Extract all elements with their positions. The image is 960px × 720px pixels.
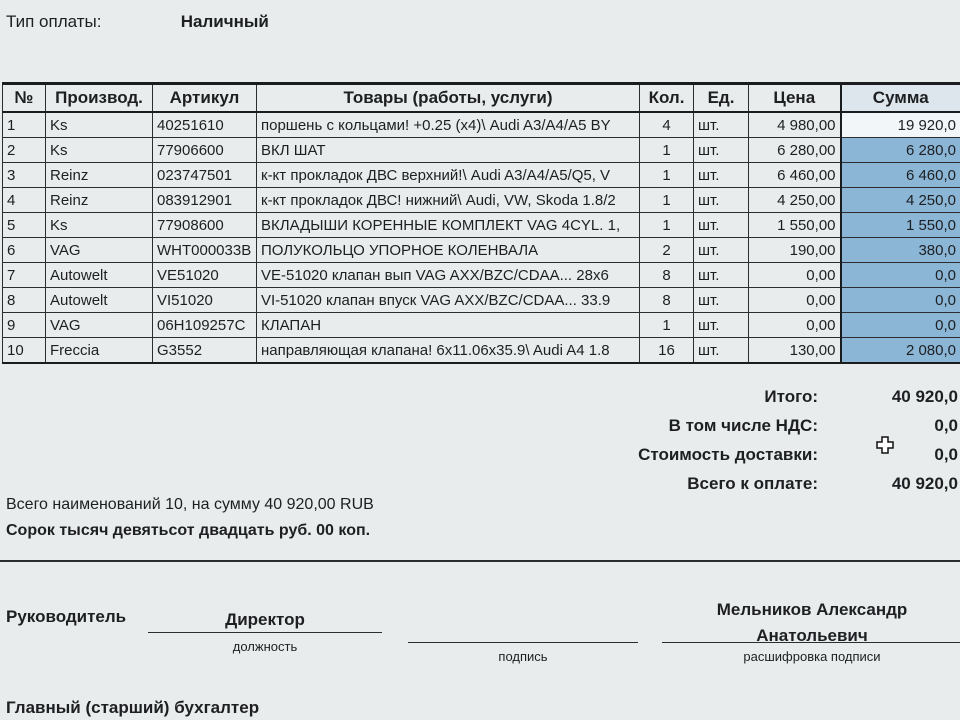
- row-number: 2: [3, 138, 46, 163]
- table-row[interactable]: [3, 163, 960, 188]
- vat-value: 0,0: [934, 415, 958, 435]
- row-unit: шт.: [694, 213, 749, 238]
- signature-position-value: Директор: [225, 610, 305, 629]
- row-article: 06H109257C: [153, 313, 257, 338]
- row-sum: 2 080,0: [841, 338, 960, 364]
- row-maker: Autowelt: [46, 288, 153, 313]
- crosshair-plus-cursor-icon: [876, 436, 894, 454]
- section-divider: [0, 560, 960, 562]
- invoice-table: [2, 82, 960, 364]
- header-goods: Товары (работы, услуги): [257, 84, 640, 113]
- row-maker: Reinz: [46, 188, 153, 213]
- signature-name-line1: Мельников Александр: [716, 600, 908, 619]
- row-maker: Reinz: [46, 163, 153, 188]
- vat-label: В том числе НДС:: [668, 415, 818, 435]
- itogo-value: 40 920,0: [891, 386, 958, 406]
- row-article: WHT000033B: [153, 238, 257, 263]
- table-row[interactable]: [3, 213, 960, 238]
- row-qty: 1: [640, 213, 694, 238]
- table-header-row: [3, 84, 960, 113]
- row-article: 083912901: [153, 188, 257, 213]
- row-price: 6 280,00: [749, 138, 841, 163]
- totals-total-row: [438, 469, 958, 498]
- row-maker: Ks: [46, 112, 153, 138]
- delivery-value: 0,0: [934, 444, 958, 464]
- row-number: 4: [3, 188, 46, 213]
- row-price: 6 460,00: [749, 163, 841, 188]
- row-qty: 8: [640, 288, 694, 313]
- row-number: 5: [3, 213, 46, 238]
- table-row[interactable]: [3, 188, 960, 213]
- header-number: №: [3, 84, 46, 113]
- row-qty: 1: [640, 188, 694, 213]
- row-maker: VAG: [46, 238, 153, 263]
- row-goods-name: VI-51020 клапан впуск VAG AXX/BZC/CDAA... 33.9: [257, 288, 640, 313]
- row-qty: 4: [640, 112, 694, 138]
- signature-name-line2: Анатольевич: [756, 626, 868, 645]
- chief-accountant-label: Главный (старший) бухгалтер: [6, 698, 260, 717]
- row-maker: Autowelt: [46, 263, 153, 288]
- row-unit: шт.: [694, 188, 749, 213]
- row-unit: шт.: [694, 338, 749, 364]
- table-row[interactable]: [3, 338, 960, 364]
- table-row[interactable]: [3, 263, 960, 288]
- row-unit: шт.: [694, 263, 749, 288]
- total-label: Всего к оплате:: [687, 473, 818, 493]
- table-row[interactable]: [3, 313, 960, 338]
- row-number: 7: [3, 263, 46, 288]
- invoice-table-body: [3, 112, 960, 363]
- signature-position-line: [148, 632, 382, 633]
- table-row[interactable]: [3, 288, 960, 313]
- delivery-label: Стоимость доставки:: [638, 444, 818, 464]
- row-goods-name: VE-51020 клапан вып VAG AXX/BZC/CDAA... 28x6: [257, 263, 640, 288]
- row-sum: 19 920,0: [841, 112, 960, 138]
- row-unit: шт.: [694, 138, 749, 163]
- summary-block: [6, 496, 374, 540]
- header-qty: Кол.: [640, 84, 694, 113]
- row-unit: шт.: [694, 112, 749, 138]
- row-sum: 6 280,0: [841, 138, 960, 163]
- row-price: 1 550,00: [749, 213, 841, 238]
- signature-position-field: [148, 610, 382, 654]
- row-number: 10: [3, 338, 46, 364]
- row-article: 77908600: [153, 213, 257, 238]
- row-goods-name: ВКЛ ШАТ: [257, 138, 640, 163]
- row-article: 023747501: [153, 163, 257, 188]
- row-qty: 1: [640, 163, 694, 188]
- row-price: 4 980,00: [749, 112, 841, 138]
- row-number: 8: [3, 288, 46, 313]
- summary-count-line: Всего наименований 10, на сумму 40 920,00 RUB: [6, 496, 374, 513]
- row-unit: шт.: [694, 163, 749, 188]
- row-number: 6: [3, 238, 46, 263]
- row-article: 77906600: [153, 138, 257, 163]
- row-price: 190,00: [749, 238, 841, 263]
- table-row[interactable]: [3, 138, 960, 163]
- signature-sign-caption: подпись: [498, 649, 548, 664]
- row-unit: шт.: [694, 238, 749, 263]
- row-sum: 1 550,0: [841, 213, 960, 238]
- payment-type-row: [6, 12, 269, 32]
- row-qty: 8: [640, 263, 694, 288]
- itogo-label: Итого:: [764, 386, 818, 406]
- row-qty: 1: [640, 313, 694, 338]
- row-number: 1: [3, 112, 46, 138]
- payment-type-label: Тип оплаты:: [6, 12, 102, 31]
- signature-sign-field: [408, 620, 638, 664]
- total-value: 40 920,0: [891, 473, 958, 493]
- table-row[interactable]: [3, 112, 960, 138]
- header-sum: Сумма: [841, 84, 960, 113]
- row-sum: 380,0: [841, 238, 960, 263]
- row-qty: 1: [640, 138, 694, 163]
- signature-sign-line: [408, 642, 638, 643]
- row-goods-name: направляющая клапана! 6x11.06x35.9\ Audi A4 1.8: [257, 338, 640, 364]
- row-number: 9: [3, 313, 46, 338]
- row-price: 0,00: [749, 263, 841, 288]
- row-goods-name: КЛАПАН: [257, 313, 640, 338]
- row-sum: 6 460,0: [841, 163, 960, 188]
- row-maker: Ks: [46, 138, 153, 163]
- row-price: 0,00: [749, 288, 841, 313]
- row-goods-name: к-кт прокладок ДВС! нижний\ Audi, VW, Skoda 1.8/2: [257, 188, 640, 213]
- row-maker: VAG: [46, 313, 153, 338]
- header-article: Артикул: [153, 84, 257, 113]
- row-sum: 0,0: [841, 288, 960, 313]
- row-sum: 0,0: [841, 313, 960, 338]
- row-article: G3552: [153, 338, 257, 364]
- row-goods-name: к-кт прокладок ДВС верхний!\ Audi A3/A4/A5/Q5, V: [257, 163, 640, 188]
- signature-position-caption: должность: [232, 639, 298, 654]
- row-unit: шт.: [694, 313, 749, 338]
- row-number: 3: [3, 163, 46, 188]
- header-maker: Производ.: [46, 84, 153, 113]
- row-price: 4 250,00: [749, 188, 841, 213]
- row-sum: 4 250,0: [841, 188, 960, 213]
- row-price: 130,00: [749, 338, 841, 364]
- row-sum: 0,0: [841, 263, 960, 288]
- row-article: VI51020: [153, 288, 257, 313]
- summary-amount-words: Сорок тысяч девятьсот двадцать руб. 00 коп.: [6, 522, 371, 539]
- header-price: Цена: [749, 84, 841, 113]
- row-goods-name: ПОЛУКОЛЬЦО УПОРНОЕ КОЛЕНВАЛА: [257, 238, 640, 263]
- row-goods-name: ВКЛАДЫШИ КОРЕННЫЕ КОМПЛЕКТ VAG 4CYL. 1,: [257, 213, 640, 238]
- row-article: 40251610: [153, 112, 257, 138]
- row-qty: 2: [640, 238, 694, 263]
- row-maker: Freccia: [46, 338, 153, 364]
- totals-itogo-row: [438, 382, 958, 411]
- header-unit: Ед.: [694, 84, 749, 113]
- row-article: VE51020: [153, 263, 257, 288]
- row-qty: 16: [640, 338, 694, 364]
- row-price: 0,00: [749, 313, 841, 338]
- signature-name-caption: расшифровка подписи: [743, 649, 881, 664]
- payment-type-value: Наличный: [180, 12, 269, 31]
- signature-role-label: Руководитель: [6, 607, 127, 626]
- row-maker: Ks: [46, 213, 153, 238]
- row-unit: шт.: [694, 288, 749, 313]
- row-goods-name: поршень с кольцами! +0.25 (x4)\ Audi A3/A4/A5 BY: [257, 112, 640, 138]
- table-row[interactable]: [3, 238, 960, 263]
